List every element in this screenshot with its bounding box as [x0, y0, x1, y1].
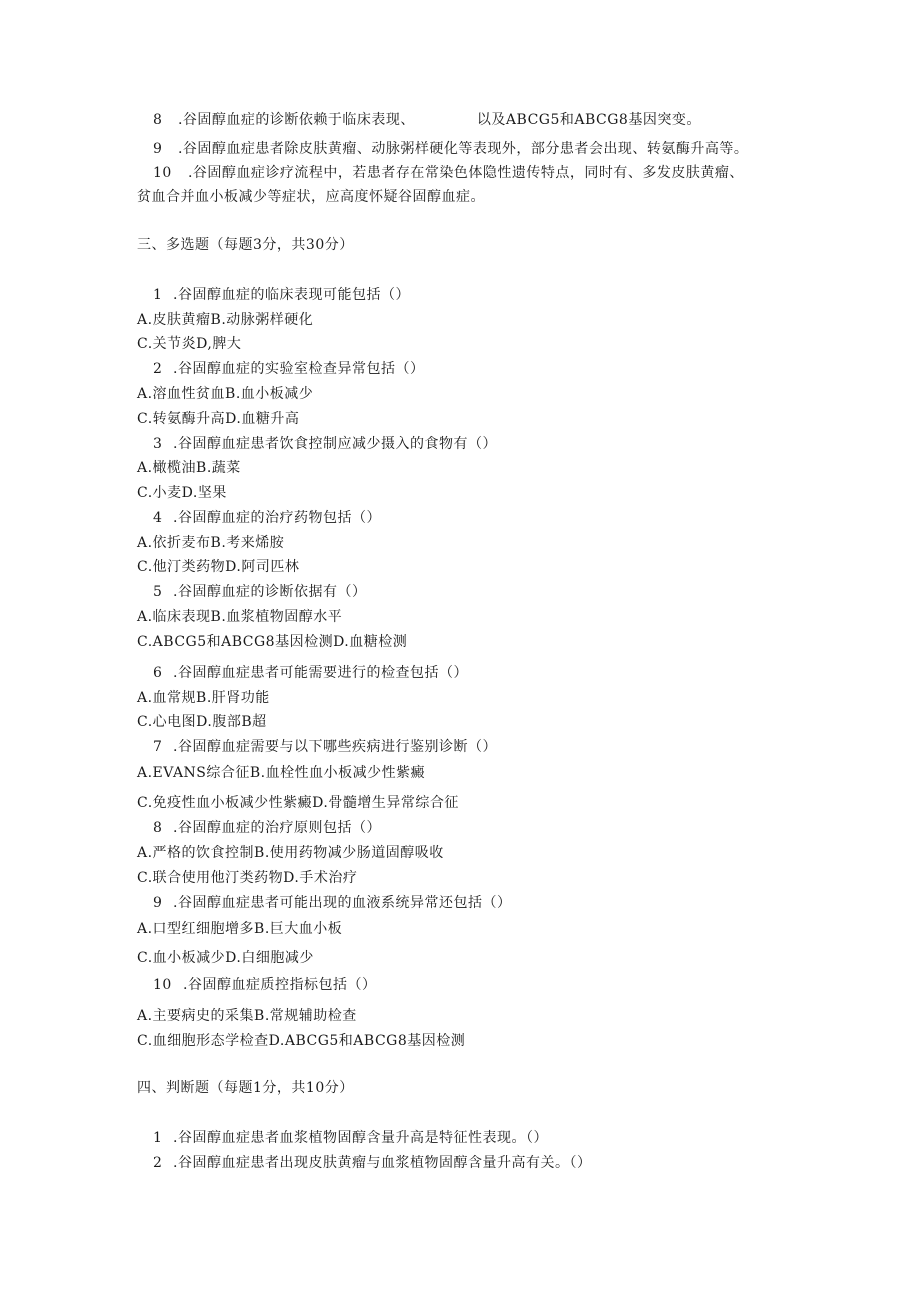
question-number: 6: [153, 665, 163, 681]
options-ab: A.血常规B.肝肾功能: [137, 690, 270, 706]
options-ab: A.EVANS综合征B.血栓性血小板减少性紫癜: [137, 765, 426, 781]
options-ab: A.溶血性贫血B.血小板减少: [137, 386, 314, 402]
options-ab: A.橄榄油B.蔬菜: [137, 460, 241, 476]
fill-question-8: [153, 111, 701, 129]
question-stem: [153, 738, 497, 756]
options-ab: A.主要病史的采集B.常规辅助检查: [137, 1008, 357, 1024]
options-cd: C.他汀类药物D.阿司匹林: [137, 559, 300, 575]
options-cd: C.心电图D.腹部B超: [137, 714, 267, 730]
question-stem: [153, 583, 366, 601]
question-stem: [153, 894, 511, 912]
question-stem: [153, 286, 410, 304]
judge-question-2: [153, 1154, 591, 1172]
options-cd: C.转氨酶升高D.血糖升高: [137, 411, 300, 427]
question-text: .谷固醇血症患者饮食控制应减少摄入的食物有（）: [173, 436, 497, 452]
options-ab: A.临床表现B.血浆植物固醇水平: [137, 609, 343, 625]
options-ab: A.皮肤黄瘤B.动脉粥样硬化: [137, 312, 314, 328]
question-text: .谷固醇血症患者出现皮肤黄瘤与血浆植物固醇含量升高有关。（）: [173, 1155, 592, 1171]
options-cd: C.ABCG5和ABCG8基因检测D.血糖检测: [137, 634, 408, 650]
section-title-multi: 三、多选题（每题3分，共30分）: [137, 237, 354, 253]
options-cd: C.免疫性血小板减少性紫癜D.骨髓增生异常综合征: [137, 795, 459, 811]
fill-question-9: [153, 140, 748, 158]
question-number: 2: [153, 361, 163, 377]
question-number: 8: [153, 820, 163, 836]
options-cd: C.血小板减少D.白细胞减少: [137, 950, 314, 966]
question-text: .谷固醇血症的治疗原则包括（）: [173, 820, 381, 836]
options-cd: C.联合使用他汀类药物D.手术治疗: [137, 870, 358, 886]
fill-question-10-cont: [137, 188, 485, 206]
question-text: .谷固醇血症的治疗药物包括（）: [173, 510, 381, 526]
judge-question-1: [153, 1129, 548, 1147]
question-number: 2: [153, 1155, 163, 1171]
options-cd: C.关节炎D,脾大: [137, 336, 242, 352]
question-number: 9: [153, 895, 163, 911]
question-stem: [153, 664, 468, 682]
question-number: 5: [153, 584, 163, 600]
options-ab: A.依折麦布B.考来烯胺: [137, 535, 285, 551]
question-number: 1: [153, 287, 163, 303]
question-text-continued: 贫血合并血小板减少等症状，应高度怀疑谷固醇血症。: [137, 189, 485, 205]
question-number: 8: [153, 112, 163, 128]
question-text: .谷固醇血症质控指标包括（）: [183, 977, 377, 993]
question-number: 10: [153, 977, 172, 993]
question-stem: [153, 819, 381, 837]
question-text: .谷固醇血症需要与以下哪些疾病进行鉴别诊断（）: [173, 739, 497, 755]
question-number: 3: [153, 436, 163, 452]
question-number: 1: [153, 1130, 163, 1146]
question-text: .谷固醇血症诊疗流程中，若患者存在常染色体隐性遗传特点，同时有、多发皮肤黄瘤、: [187, 165, 744, 181]
question-text: .谷固醇血症患者可能需要进行的检查包括（）: [173, 665, 468, 681]
question-text: .谷固醇血症的诊断依据有（）: [173, 584, 367, 600]
question-number: 9: [153, 141, 163, 157]
question-stem: [153, 435, 497, 453]
question-number: 10: [153, 165, 172, 181]
question-text: .谷固醇血症的临床表现可能包括（）: [173, 287, 410, 303]
question-stem: [153, 509, 381, 527]
section-title-judge: 四、判断题（每题1分，共10分）: [137, 1080, 354, 1096]
question-text: .谷固醇血症患者可能出现的血液系统异常还包括（）: [173, 895, 512, 911]
options-ab: A.口型红细胞增多B.巨大血小板: [137, 921, 343, 937]
question-stem: [153, 360, 424, 378]
options-cd: C.小麦D.坚果: [137, 485, 227, 501]
question-text-continued: 以及ABCG5和ABCG8基因突变。: [476, 112, 701, 128]
options-cd: C.血细胞形态学检查D.ABCG5和ABCG8基因检测: [137, 1033, 466, 1049]
question-text: .谷固醇血症的诊断依赖于临床表现、: [177, 112, 415, 128]
question-number: 7: [153, 739, 163, 755]
question-stem: [153, 976, 376, 994]
question-text: .谷固醇血症患者血浆植物固醇含量升高是特征性表现。（）: [173, 1130, 548, 1146]
question-number: 4: [153, 510, 163, 526]
options-ab: A.严格的饮食控制B.使用药物减少肠道固醇吸收: [137, 845, 444, 861]
question-text: .谷固醇血症患者除皮肤黄瘤、动脉粥样硬化等表现外，部分患者会出现、转氨酶升高等。: [177, 141, 749, 157]
question-text: .谷固醇血症的实验室检查异常包括（）: [173, 361, 425, 377]
fill-question-10: [153, 164, 744, 182]
